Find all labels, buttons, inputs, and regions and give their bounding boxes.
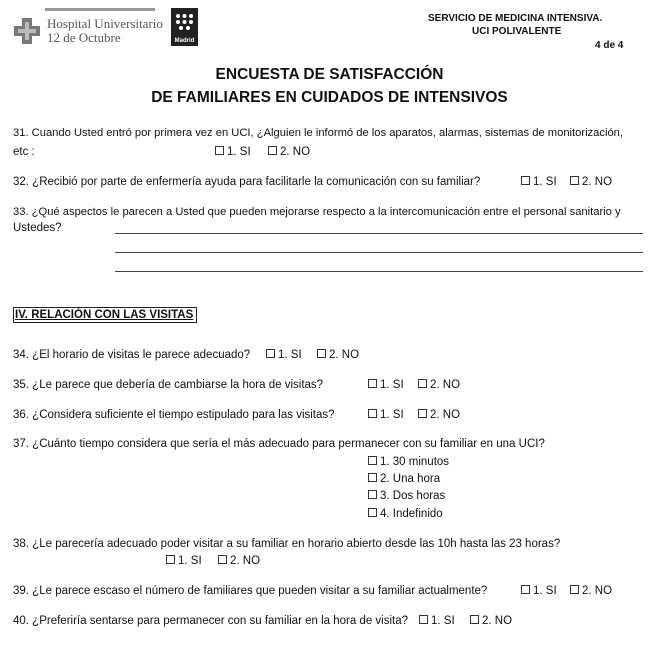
q38-option-no[interactable]: 2. NO [218, 555, 260, 567]
checkbox[interactable] [419, 615, 428, 624]
q32-option-yes[interactable]: 1. SI [521, 176, 557, 188]
checkbox[interactable] [166, 555, 175, 564]
madrid-label: Madrid [174, 38, 195, 44]
service-unit: UCI POLIVALENTE [472, 26, 562, 37]
checkbox[interactable] [266, 349, 275, 358]
q32-text: 32. ¿Recibió por parte de enfermería ayuda para facilitarle la comunicación con su familiar? [13, 176, 481, 188]
checkbox[interactable] [368, 473, 377, 482]
q37-text: 37. ¿Cuánto tiempo considera que sería el más adecuado para permanecer con su familiar en una UCI? [13, 438, 545, 450]
q38-option-yes[interactable]: 1. SI [166, 555, 202, 567]
q35-option-yes[interactable]: 1. SI [368, 379, 404, 391]
q33-answer-line[interactable] [115, 233, 643, 234]
checkbox[interactable] [368, 409, 377, 418]
q39-option-no[interactable]: 2. NO [570, 585, 612, 597]
checkbox[interactable] [368, 508, 377, 517]
q33-answer-line[interactable] [115, 252, 643, 253]
q34-text: 34. ¿El horario de visitas le parece adecuado? [13, 349, 251, 361]
checkbox[interactable] [268, 146, 277, 155]
q33-answer-line[interactable] [115, 271, 643, 272]
checkbox[interactable] [368, 379, 377, 388]
hospital-cross-icon [12, 16, 42, 46]
service-name: SERVICIO DE MEDICINA INTENSIVA. [428, 13, 603, 24]
checkbox[interactable] [418, 379, 427, 388]
section-heading: IV. RELACIÓN CON LAS VISITAS [13, 307, 197, 323]
q31-text-line2: etc : [13, 146, 35, 158]
q38-text: 38. ¿Le parecería adecuado poder visitar a su familiar en horario abierto desde las 10h hasta las 23 horas? [13, 538, 561, 550]
q33-text-line2: Ustedes? [13, 222, 62, 234]
q37-option-3[interactable]: 3. Dos horas [368, 490, 445, 502]
q40-text: 40. ¿Preferiría sentarse para permanecer con su familiar en la hora de visita? [13, 615, 409, 627]
page-title-line1: ENCUESTA DE SATISFACCIÓN [215, 66, 444, 83]
checkbox[interactable] [368, 490, 377, 499]
q32-option-no[interactable]: 2. NO [570, 176, 612, 188]
q39-text: 39. ¿Le parece escaso el número de familiares que pueden visitar a su familiar actualmente? [13, 585, 488, 597]
checkbox[interactable] [215, 146, 224, 155]
q37-option-4[interactable]: 4. Indefinido [368, 508, 443, 520]
checkbox[interactable] [521, 176, 530, 185]
page-title-line2: DE FAMILIARES EN CUIDADOS DE INTENSIVOS [151, 89, 508, 106]
q39-option-yes[interactable]: 1. SI [521, 585, 557, 597]
q34-option-yes[interactable]: 1. SI [266, 349, 302, 361]
hospital-name-line1: Hospital Universitario [47, 16, 163, 31]
checkbox[interactable] [218, 555, 227, 564]
hospital-logo [10, 8, 162, 48]
checkbox[interactable] [570, 176, 579, 185]
q31-option-no[interactable]: 2. NO [268, 146, 310, 158]
q35-option-no[interactable]: 2. NO [418, 379, 460, 391]
q36-option-yes[interactable]: 1. SI [368, 409, 404, 421]
madrid-emblem [171, 8, 198, 46]
q34-option-no[interactable]: 2. NO [317, 349, 359, 361]
logo-top-bar [45, 8, 155, 11]
q31-option-yes[interactable]: 1. SI [215, 146, 251, 158]
q37-option-2[interactable]: 2. Una hora [368, 473, 440, 485]
star-icon [171, 10, 198, 36]
checkbox[interactable] [317, 349, 326, 358]
q37-option-1[interactable]: 1. 30 minutos [368, 456, 449, 468]
q35-text: 35. ¿Le parece que debería de cambiarse la hora de visitas? [13, 379, 324, 391]
checkbox[interactable] [570, 585, 579, 594]
q40-option-yes[interactable]: 1. SI [419, 615, 455, 627]
q40-option-no[interactable]: 2. NO [470, 615, 512, 627]
q31-text-line1: 31. Cuando Usted entró por primera vez en UCI, ¿Alguien le informó de los aparatos, alarmas, sistemas de monitorización, [13, 127, 624, 139]
checkbox[interactable] [418, 409, 427, 418]
page-number: 4 de 4 [595, 40, 624, 51]
checkbox[interactable] [470, 615, 479, 624]
q36-option-no[interactable]: 2. NO [418, 409, 460, 421]
checkbox[interactable] [521, 585, 530, 594]
hospital-name-line2: 12 de Octubre [47, 30, 121, 45]
q36-text: 36. ¿Considera suficiente el tiempo estipulado para las visitas? [13, 409, 335, 421]
q33-text-line1: 33. ¿Qué aspectos le parecen a Usted que pueden mejorarse respecto a la intercomunicación entre el personal sanitario y [13, 206, 621, 218]
checkbox[interactable] [368, 456, 377, 465]
